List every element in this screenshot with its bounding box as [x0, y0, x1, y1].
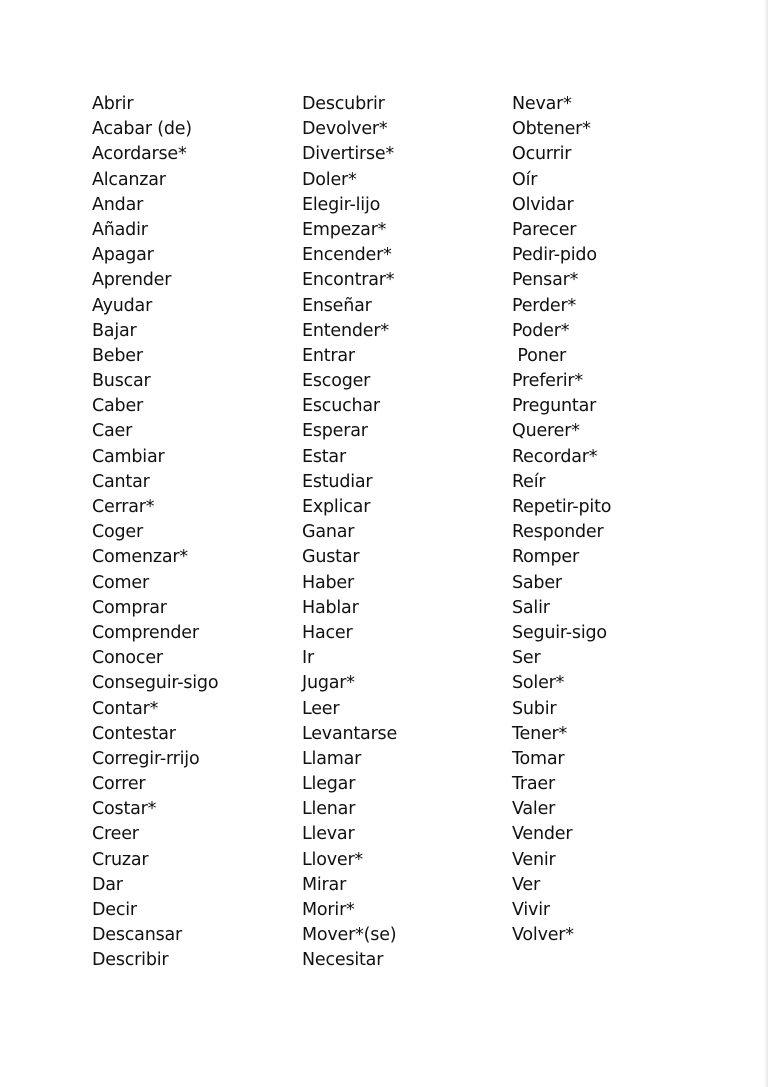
verb-item: Estar: [302, 446, 346, 467]
verb-item: Alcanzar: [92, 169, 166, 190]
verb-item: Ir: [302, 648, 314, 669]
verb-item: Apagar: [92, 245, 154, 266]
verb-item: Costar*: [92, 799, 157, 820]
verb-column-2: [302, 92, 502, 974]
verb-item: Perder*: [512, 295, 577, 316]
verb-item: Corregir-rrijo: [92, 748, 200, 769]
verb-item: Llevar: [302, 824, 355, 845]
verb-item: Acabar (de): [92, 119, 192, 140]
verb-item: Oír: [512, 169, 538, 190]
verb-item: Empezar*: [302, 219, 387, 240]
verb-item: Querer*: [512, 421, 580, 442]
verb-item: Conocer: [92, 648, 163, 669]
verb-item: Vender: [512, 824, 573, 845]
verb-item: Ganar: [302, 522, 355, 543]
verb-item: Encontrar*: [302, 270, 395, 291]
verb-item: Llenar: [302, 799, 356, 820]
verb-item: Mover*(se): [302, 925, 397, 946]
verb-item: Buscar: [92, 371, 151, 392]
verb-item: Entrar: [302, 345, 355, 366]
verb-item: Llegar: [302, 774, 356, 795]
verb-item: Doler*: [302, 169, 357, 190]
verb-item: Seguir-sigo: [512, 622, 607, 643]
verb-item: Bajar: [92, 320, 137, 341]
verb-item: Explicar: [302, 497, 371, 517]
verb-item: Preferir*: [512, 371, 583, 392]
verb-item: Volver*: [512, 925, 574, 946]
verb-item: Comenzar*: [92, 547, 188, 568]
verb-item: Nevar*: [512, 94, 572, 114]
verb-item: Reír: [512, 471, 546, 492]
verb-item: Aprender: [92, 270, 172, 291]
verb-item: Hablar: [302, 597, 359, 618]
verb-item: Preguntar: [512, 396, 597, 417]
verb-item: Jugar*: [302, 673, 355, 694]
verb-item: Subir: [512, 698, 557, 719]
page-edge-shadow: [764, 0, 768, 1087]
verb-item: Salir: [512, 597, 550, 618]
verb-item: Gustar: [302, 547, 360, 568]
verb-item: Tener*: [512, 723, 568, 744]
verb-item: Coger: [92, 522, 143, 543]
verb-item: Hacer: [302, 622, 353, 643]
verb-item: Comprar: [92, 597, 167, 618]
verb-item: Cambiar: [92, 446, 165, 467]
verb-item: Beber: [92, 345, 143, 366]
verb-item: Encender*: [302, 245, 392, 266]
verb-item: Entender*: [302, 320, 389, 341]
verb-item: Recordar*: [512, 446, 598, 467]
verb-item: Añadir: [92, 219, 148, 240]
verb-item: Ser: [512, 648, 541, 669]
verb-item: Romper: [512, 547, 579, 568]
verb-item: Obtener*: [512, 119, 591, 140]
verb-item: Pedir-pido: [512, 245, 597, 266]
verb-item: Contestar: [92, 723, 176, 744]
verb-item: Correr: [92, 774, 146, 795]
verb-item: Caber: [92, 396, 144, 417]
verb-item: Describir: [92, 950, 169, 971]
verb-item: Acordarse*: [92, 144, 187, 165]
verb-item: Llover*: [302, 849, 363, 870]
verb-item: Esperar: [302, 421, 368, 442]
verb-item: Levantarse: [302, 723, 398, 744]
verb-item: Morir*: [302, 900, 355, 920]
verb-item: Escoger: [302, 371, 371, 392]
verb-item: Descubrir: [302, 94, 385, 114]
verb-item: Devolver*: [302, 119, 388, 140]
verb-item: Mirar: [302, 874, 347, 895]
verb-item: Necesitar: [302, 950, 384, 971]
verb-item: Contar*: [92, 698, 159, 719]
verb-item: Pensar*: [512, 270, 579, 291]
verb-item: Abrir: [92, 94, 134, 114]
verb-item: Soler*: [512, 673, 565, 694]
verb-item: Caer: [92, 421, 133, 442]
verb-item: Descansar: [92, 925, 183, 946]
verb-item: Responder: [512, 522, 604, 543]
verb-item: Comer: [92, 572, 149, 593]
verb-item: Ayudar: [92, 295, 153, 316]
verb-item: Poner: [512, 345, 567, 366]
verb-item: Comprender: [92, 622, 199, 643]
verb-column-1: [92, 92, 292, 974]
verb-item: Enseñar: [302, 295, 372, 316]
verb-item: Saber: [512, 572, 562, 593]
verb-item: Creer: [92, 824, 139, 845]
verb-item: Estudiar: [302, 471, 373, 492]
verb-item: Llamar: [302, 748, 362, 769]
verb-item: Venir: [512, 849, 556, 870]
verb-item: Poder*: [512, 320, 570, 341]
verb-item: Ocurrir: [512, 144, 572, 165]
verb-item: Haber: [302, 572, 354, 593]
verb-item: Vivir: [512, 900, 550, 920]
verb-item: Cerrar*: [92, 497, 155, 517]
verb-item: Valer: [512, 799, 556, 820]
verb-item: Leer: [302, 698, 340, 719]
verb-item: Dar: [92, 874, 123, 895]
verb-item: Parecer: [512, 219, 577, 240]
verb-item: Repetir-pito: [512, 497, 612, 517]
verb-item: Cruzar: [92, 849, 149, 870]
verb-item: Ver: [512, 874, 540, 895]
verb-item: Traer: [512, 774, 555, 795]
verb-item: Conseguir-sigo: [92, 673, 219, 694]
verb-item: Decir: [92, 900, 137, 920]
verb-item: Escuchar: [302, 396, 380, 417]
verb-item: Olvidar: [512, 194, 574, 215]
verb-item: Cantar: [92, 471, 150, 492]
verb-item: Andar: [92, 194, 144, 215]
verb-item: Divertirse*: [302, 144, 395, 165]
verb-item: Tomar: [512, 748, 565, 769]
verb-item: Elegir-lijo: [302, 194, 381, 215]
verb-column-3: [512, 92, 712, 948]
